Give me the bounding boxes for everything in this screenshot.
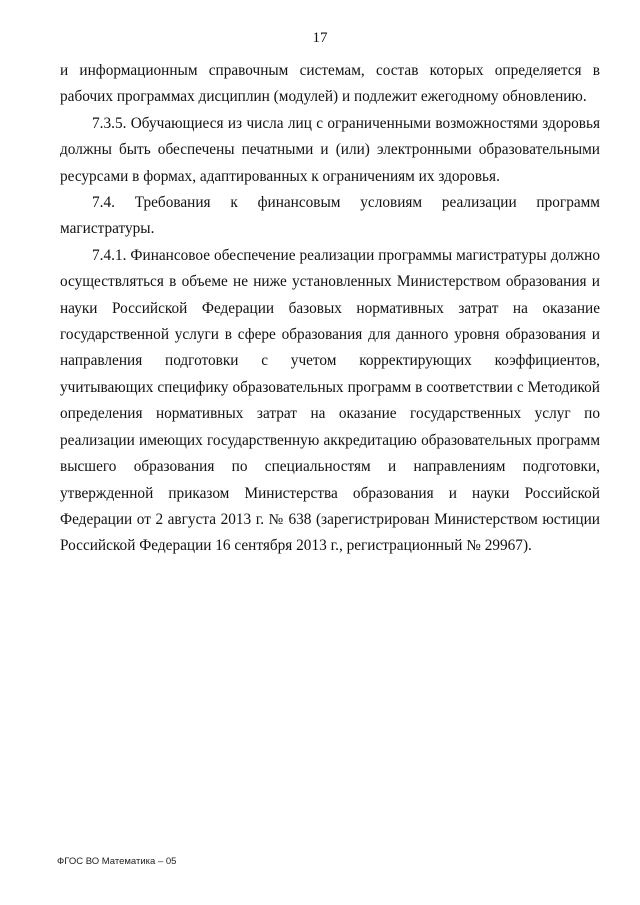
paragraph-7-3-5: 7.3.5. Обучающиеся из числа лиц с ограниченными возможностями здоровья должны быть обеспечены печатными и (или) электронными образовательными ресурсами в формах, адаптированных к ограничениям их здоровья. bbox=[60, 114, 600, 185]
paragraph-7-4-heading: 7.4. Требования к финансовым условиям реализации программ магистратуры. bbox=[60, 194, 600, 238]
document-body bbox=[60, 58, 600, 560]
paragraph-continuation: и информационным справочным системам, состав которых определяется в рабочих программах дисциплин (модулей) и подлежит ежегодному обновлению. bbox=[60, 62, 600, 106]
paragraph-7-4-1: 7.4.1. Финансовое обеспечение реализации программы магистратуры должно осуществляться в объеме не ниже установленных Министерством образования и науки Российской Федерации базовых нормативных затрат на оказание государственной услуги в сфере образования для данного уровня образования и направления подготовки с учетом корректирующих коэффициентов, учитывающих специфику образовательных программ в соответствии с Методикой определения нормативных затрат на оказание государственных услуг по реализации имеющих государственную аккредитацию образовательных программ высшего образования по специальностям и направлениям подготовки, утвержденной приказом Министерства образования и науки Российской Федерации от 2 августа 2013 г. № 638 (зарегистрирован Министерством юстиции Российской Федерации 16 сентября 2013 г., регистрационный № 29967). bbox=[60, 246, 600, 555]
page-number: 17 bbox=[312, 30, 328, 46]
page-footer: ФГОС ВО Математика – 05 bbox=[57, 856, 177, 867]
